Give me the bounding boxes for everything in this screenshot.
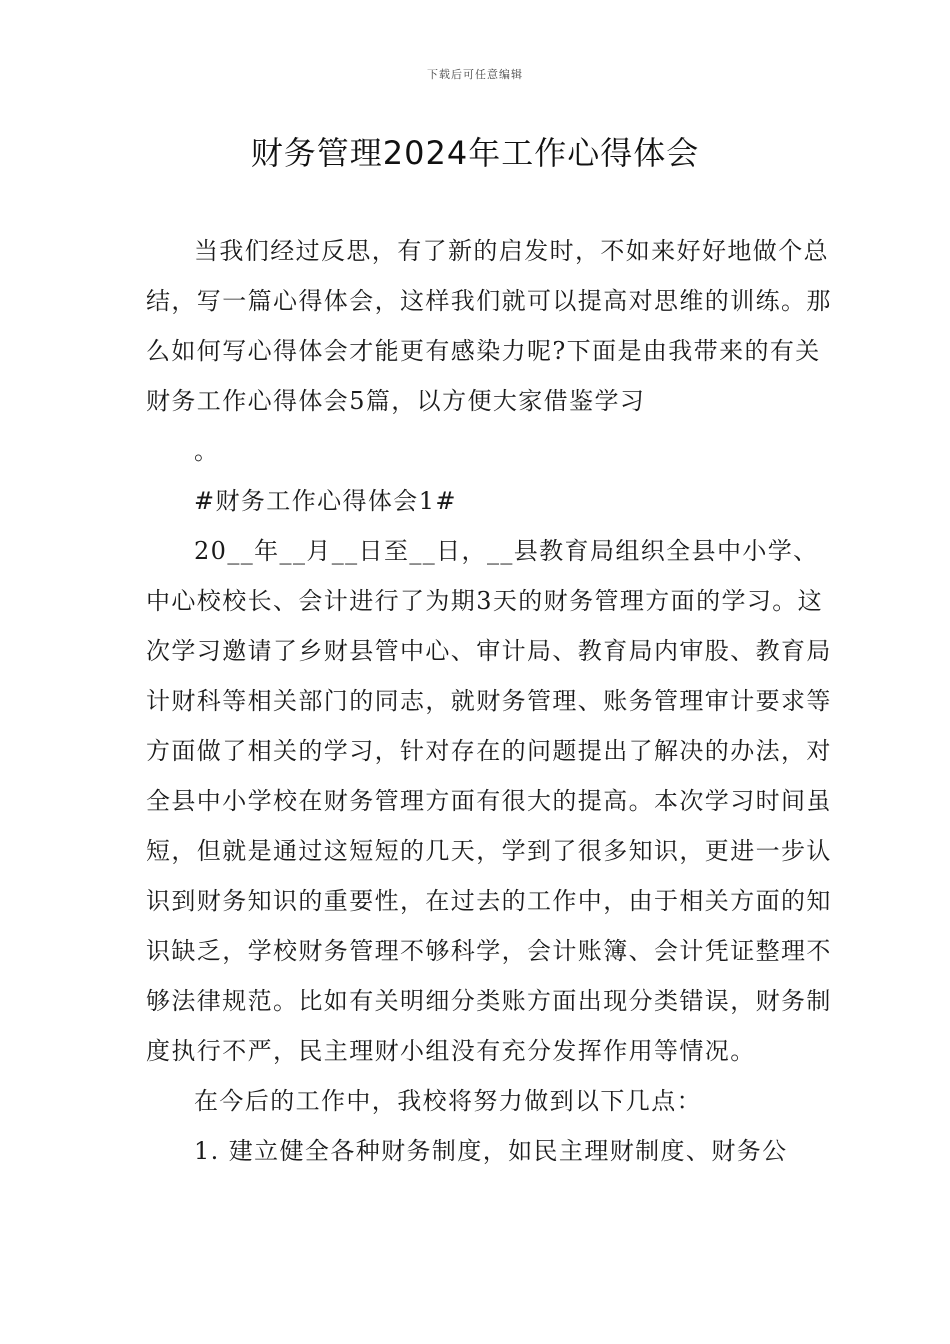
- document-body: [146, 226, 836, 1176]
- list-item: 1. 建立健全各种财务制度，如民主理财制度、财务公: [194, 1137, 788, 1165]
- body-paragraph: 20__年__月__日至__日，__县教育局组织全县中小学、中心校校长、会计进行了为期3天的财务管理方面的学习。这次学习邀请了乡财县管中心、审计局、教育局内审股、教育局计财科等相关部门的同志，就财务管理、账务管理审计要求等方面做了相关的学习，针对存在的问题提出了解决的办法，对全县中小学校在财务管理方面有很大的提高。本次学习时间虽短，但就是通过这短短的几天，学到了很多知识，更进一步认识到财务知识的重要性，在过去的工作中，由于相关方面的知识缺乏，学校财务管理不够科学，会计账簿、会计凭证整理不够法律规范。比如有关明细分类账方面出现分类错误，财务制度执行不严，民主理财小组没有充分发挥作用等情况。: [146, 537, 832, 1065]
- body-paragraph: 在今后的工作中，我校将努力做到以下几点：: [194, 1087, 702, 1115]
- header-note: 下载后可任意编辑: [427, 68, 523, 81]
- intro-paragraph: 当我们经过反思，有了新的启发时，不如来好好地做个总结，写一篇心得体会，这样我们就可以提高对思维的训练。那么如何写心得体会才能更有感染力呢?下面是由我带来的有关财务工作心得体会5篇，以方便大家借鉴学习: [146, 237, 832, 415]
- section-heading: #财务工作心得体会1#: [194, 487, 457, 515]
- document-title: 财务管理2024年工作心得体会: [250, 134, 700, 172]
- intro-paragraph-end: 。: [194, 437, 220, 465]
